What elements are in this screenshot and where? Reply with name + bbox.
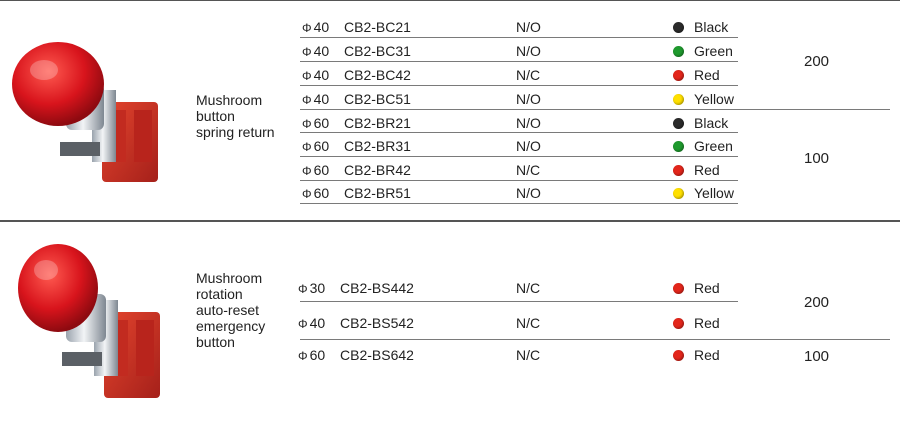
- price-cell: 100: [804, 348, 830, 365]
- size-value: 60: [313, 138, 330, 154]
- row-line: [300, 203, 738, 204]
- row-line: [300, 132, 738, 133]
- color-cell: Yellow: [694, 185, 734, 201]
- color-cell: Green: [694, 138, 733, 154]
- contact-cell: N/O: [516, 91, 541, 107]
- color-cell: Black: [694, 115, 729, 131]
- phi-symbol: Φ: [302, 187, 312, 201]
- mushroom-button-rotation-icon: [10, 240, 170, 405]
- model-cell: CB2-BC51: [344, 91, 411, 107]
- size-value: 60: [309, 347, 326, 363]
- color-dot-icon: [673, 118, 684, 129]
- size-cell: [298, 280, 325, 297]
- phi-symbol: Φ: [298, 282, 308, 296]
- size-cell: [302, 91, 329, 108]
- model-cell: CB2-BS642: [340, 347, 414, 363]
- size-value: 40: [313, 67, 330, 83]
- contact-cell: N/C: [516, 280, 541, 296]
- size-value: 60: [313, 185, 330, 201]
- contact-cell: N/C: [516, 67, 541, 83]
- phi-symbol: Φ: [298, 349, 308, 363]
- size-cell: [302, 19, 329, 36]
- section-2-description: [196, 270, 265, 350]
- desc-line: auto-reset: [196, 302, 260, 318]
- contact-cell: N/O: [516, 43, 541, 59]
- contact-cell: N/O: [516, 185, 541, 201]
- color-cell: Green: [694, 43, 733, 59]
- color-cell: Red: [694, 67, 720, 83]
- desc-line: button: [196, 334, 235, 350]
- size-value: 40: [309, 315, 326, 331]
- desc-line: rotation: [196, 286, 243, 302]
- color-dot-icon: [673, 22, 684, 33]
- color-dot-icon: [673, 350, 684, 361]
- price-cell: 200: [804, 294, 830, 311]
- contact-cell: N/C: [516, 347, 541, 363]
- size-cell: [302, 138, 329, 155]
- size-cell: [302, 185, 329, 202]
- model-cell: CB2-BC42: [344, 67, 411, 83]
- contact-cell: N/O: [516, 138, 541, 154]
- contact-cell: N/O: [516, 19, 541, 35]
- model-cell: CB2-BR21: [344, 115, 411, 131]
- model-cell: CB2-BR42: [344, 162, 411, 178]
- model-cell: CB2-BR31: [344, 138, 411, 154]
- size-value: 40: [313, 43, 330, 59]
- color-dot-icon: [673, 318, 684, 329]
- desc-line: Mushroom: [196, 92, 263, 108]
- size-cell: [302, 43, 329, 60]
- color-cell: Red: [694, 347, 720, 363]
- row-line: [300, 37, 738, 38]
- price-cell: 200: [804, 53, 830, 70]
- phi-symbol: Φ: [302, 93, 312, 107]
- model-cell: CB2-BS442: [340, 280, 414, 296]
- phi-symbol: Φ: [302, 21, 312, 35]
- size-cell: [302, 162, 329, 179]
- section-divider: [0, 220, 900, 222]
- size-value: 40: [313, 19, 330, 35]
- model-cell: CB2-BC31: [344, 43, 411, 59]
- row-line: [300, 109, 890, 110]
- row-line: [300, 339, 890, 340]
- mushroom-button-spring-icon: [6, 32, 166, 192]
- size-cell: [298, 315, 325, 332]
- desc-line: emergency: [196, 318, 266, 334]
- phi-symbol: Φ: [302, 140, 312, 154]
- color-dot-icon: [673, 141, 684, 152]
- size-value: 60: [313, 162, 330, 178]
- model-cell: CB2-BR51: [344, 185, 411, 201]
- color-dot-icon: [673, 188, 684, 199]
- row-line: [300, 156, 738, 157]
- phi-symbol: Φ: [302, 45, 312, 59]
- color-dot-icon: [673, 70, 684, 81]
- color-cell: Red: [694, 280, 720, 296]
- contact-cell: N/C: [516, 315, 541, 331]
- model-cell: CB2-BC21: [344, 19, 411, 35]
- color-cell: Yellow: [694, 91, 734, 107]
- contact-cell: N/O: [516, 115, 541, 131]
- size-value: 60: [313, 115, 330, 131]
- row-line: [300, 180, 738, 181]
- phi-symbol: Φ: [302, 117, 312, 131]
- contact-cell: N/C: [516, 162, 541, 178]
- size-cell: [302, 67, 329, 84]
- section-1-description: [196, 92, 275, 140]
- desc-line: Mushroom: [196, 270, 263, 286]
- color-dot-icon: [673, 46, 684, 57]
- size-value: 30: [309, 280, 326, 296]
- size-value: 40: [313, 91, 330, 107]
- size-cell: [302, 115, 329, 132]
- row-line: [300, 61, 738, 62]
- price-cell: 100: [804, 150, 830, 167]
- row-line: [300, 85, 738, 86]
- color-dot-icon: [673, 165, 684, 176]
- color-cell: Red: [694, 315, 720, 331]
- color-dot-icon: [673, 94, 684, 105]
- top-divider: [0, 0, 900, 1]
- size-cell: [298, 347, 325, 364]
- color-dot-icon: [673, 283, 684, 294]
- desc-line: spring return: [196, 124, 275, 140]
- phi-symbol: Φ: [302, 164, 312, 178]
- phi-symbol: Φ: [298, 317, 308, 331]
- color-cell: Red: [694, 162, 720, 178]
- row-line: [300, 301, 738, 302]
- color-cell: Black: [694, 19, 729, 35]
- model-cell: CB2-BS542: [340, 315, 414, 331]
- phi-symbol: Φ: [302, 69, 312, 83]
- desc-line: button: [196, 108, 235, 124]
